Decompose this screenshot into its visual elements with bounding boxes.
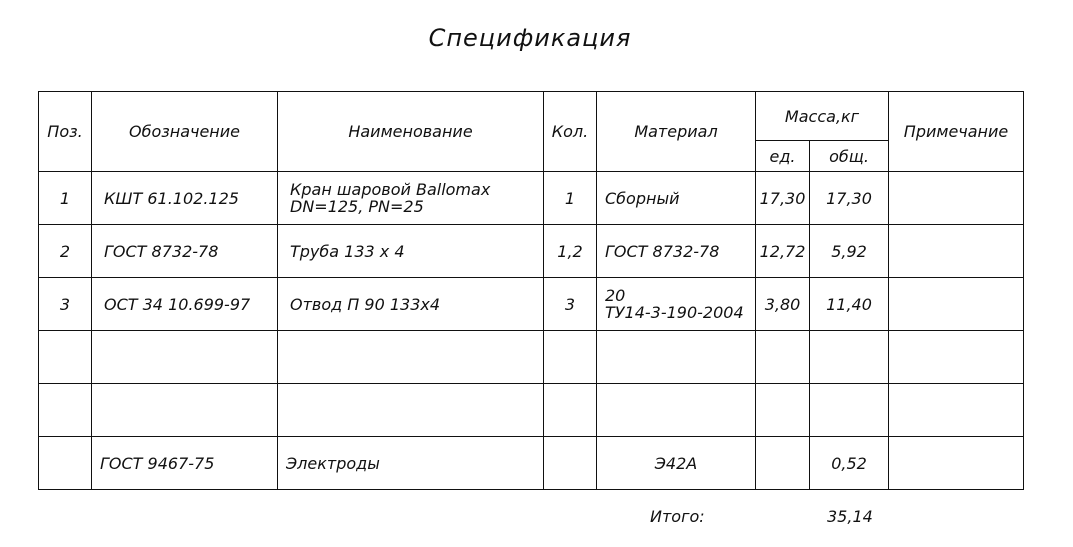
cell-material: [597, 225, 756, 278]
cell-name-line1: Труба 133 х 4: [290, 241, 405, 261]
cell-name-line1: Электроды: [286, 453, 380, 473]
header-pos: Поз.: [39, 92, 92, 172]
header-mass: Масса,кг: [756, 92, 889, 141]
cell-designation: [92, 331, 278, 384]
cell-mass-total: 0,52: [810, 437, 889, 490]
cell-name: [278, 437, 544, 490]
table-row: [39, 384, 1024, 437]
header-qty: Кол.: [544, 92, 597, 172]
cell-name: [278, 278, 544, 331]
cell-qty: 1: [544, 172, 597, 225]
cell-pos: 1: [39, 172, 92, 225]
page-title: Спецификация: [428, 24, 632, 52]
cell-mass-unit: [756, 384, 810, 437]
cell-name: [278, 331, 544, 384]
cell-mass-unit: [756, 437, 810, 490]
cell-designation: ГОСТ 9467-75: [92, 437, 278, 490]
header-row: [39, 92, 1024, 141]
header-mass-unit: ед.: [756, 141, 810, 172]
cell-note: [889, 278, 1024, 331]
cell-name-line1: Кран шаровой Ballomax: [290, 180, 491, 199]
cell-designation: ГОСТ 8732-78: [92, 225, 278, 278]
total-label: Итого:: [650, 507, 705, 526]
header-designation: Обозначение: [92, 92, 278, 172]
cell-name-line1: Отвод П 90 133х4: [290, 294, 441, 314]
cell-qty: [544, 437, 597, 490]
specification-table: [38, 91, 1024, 490]
cell-mass-total: 17,30: [810, 172, 889, 225]
cell-material: [597, 172, 756, 225]
table-row: [39, 331, 1024, 384]
header-name: Наименование: [278, 92, 544, 172]
cell-mass-total: 5,92: [810, 225, 889, 278]
cell-mass-total: [810, 384, 889, 437]
cell-note: [889, 172, 1024, 225]
cell-designation: ОСТ 34 10.699-97: [92, 278, 278, 331]
header-mass-total: общ.: [810, 141, 889, 172]
cell-material: [597, 331, 756, 384]
total-value: 35,14: [827, 507, 873, 526]
cell-qty: [544, 331, 597, 384]
header-material: Материал: [597, 92, 756, 172]
cell-pos: 2: [39, 225, 92, 278]
cell-material: [597, 278, 756, 331]
cell-name: [278, 384, 544, 437]
table-row: [39, 225, 1024, 278]
cell-mass-total: [810, 331, 889, 384]
cell-pos: [39, 331, 92, 384]
cell-note: [889, 437, 1024, 490]
cell-pos: [39, 384, 92, 437]
cell-mass-total: 11,40: [810, 278, 889, 331]
table-row: [39, 437, 1024, 490]
cell-note: [889, 225, 1024, 278]
cell-material: [597, 437, 756, 490]
cell-note: [889, 384, 1024, 437]
cell-mass-unit: 3,80: [756, 278, 810, 331]
cell-pos: [39, 437, 92, 490]
cell-qty: 3: [544, 278, 597, 331]
cell-mass-unit: 17,30: [756, 172, 810, 225]
cell-material-line1: 20: [605, 286, 626, 305]
table-row: [39, 278, 1024, 331]
cell-mass-unit: 12,72: [756, 225, 810, 278]
header-note: Примечание: [889, 92, 1024, 172]
cell-name: [278, 225, 544, 278]
cell-material-line1: Сборный: [605, 188, 680, 208]
cell-qty: [544, 384, 597, 437]
cell-name: [278, 172, 544, 225]
cell-designation: КШТ 61.102.125: [92, 172, 278, 225]
cell-note: [889, 331, 1024, 384]
cell-designation: [92, 384, 278, 437]
cell-pos: 3: [39, 278, 92, 331]
cell-mass-unit: [756, 331, 810, 384]
cell-material-line2: ТУ14-3-190-2004: [605, 303, 744, 322]
cell-material: [597, 384, 756, 437]
table-row: [39, 172, 1024, 225]
cell-material-line1: ГОСТ 8732-78: [605, 241, 720, 261]
cell-qty: 1,2: [544, 225, 597, 278]
cell-material-line1: Э42А: [654, 453, 698, 473]
cell-name-line2: DN=125, PN=25: [290, 197, 424, 216]
